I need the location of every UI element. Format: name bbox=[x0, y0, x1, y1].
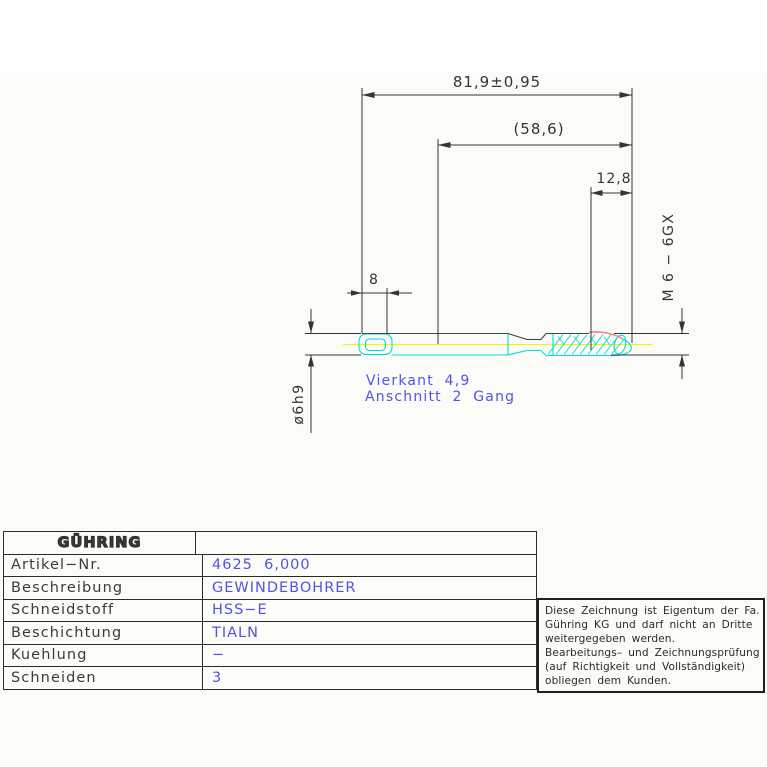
table-label-beschichtung: Beschichtung bbox=[4, 622, 203, 644]
table-row bbox=[4, 667, 536, 689]
note-lead: Anschnitt 2 Gang bbox=[365, 389, 516, 405]
dim-thread-spec-label: M 6 − 6GX bbox=[661, 212, 677, 302]
note-square: Vierkant 4,9 bbox=[366, 373, 471, 389]
table-row bbox=[4, 577, 536, 600]
table-value-beschichtung: TIALN bbox=[212, 624, 259, 641]
disclaimer-line: Diese Zeichnung ist Eigentum der Fa. bbox=[545, 605, 760, 617]
table-row-logo bbox=[4, 532, 536, 555]
table-value-schneiden: 3 bbox=[212, 669, 223, 686]
table-label-kuehlung: Kuehlung bbox=[4, 645, 203, 667]
disclaimer-line: (auf Richtigkeit und Vollständigkeit) bbox=[545, 660, 746, 673]
title-block-table bbox=[3, 531, 537, 690]
dim-ref-length-label: (58,6) bbox=[513, 120, 565, 138]
table-label-schneidstoff: Schneidstoff bbox=[4, 600, 203, 622]
disclaimer-line: obliegen dem Kunden. bbox=[545, 674, 672, 687]
table-label-schneiden: Schneiden bbox=[4, 667, 203, 689]
table-row bbox=[4, 600, 536, 623]
table-row bbox=[4, 555, 536, 578]
logo-row-empty-cell bbox=[196, 532, 536, 554]
table-value-artikel-nr: 4625 6,000 bbox=[212, 557, 311, 574]
table-label-artikel-nr: Artikel−Nr. bbox=[4, 555, 203, 577]
disclaimer-line: Gühring KG und darf nicht an Dritte bbox=[545, 618, 753, 631]
disclaimer-line: Bearbeitungs– und Zeichnungsprüfung bbox=[545, 646, 760, 659]
ownership-disclaimer-box bbox=[537, 598, 765, 693]
dimension-lines bbox=[305, 88, 689, 433]
dim-overall-length-label: 81,9±0,95 bbox=[452, 73, 542, 91]
dim-square-length-label: 8 bbox=[369, 272, 379, 288]
disclaimer-line: weitergegeben werden. bbox=[545, 632, 676, 645]
table-value-kuehlung: − bbox=[212, 647, 226, 664]
table-value-schneidstoff: HSS−E bbox=[212, 602, 268, 619]
dim-chamfer-length-label: 12,8 bbox=[596, 171, 632, 187]
table-row bbox=[4, 645, 536, 668]
guehring-logo: GÜHRING bbox=[4, 532, 196, 554]
table-value-beschreibung: GEWINDEBOHRER bbox=[212, 579, 357, 596]
table-row bbox=[4, 622, 536, 645]
dim-shank-diameter-label: ø6h9 bbox=[291, 383, 307, 425]
tool-outline-dark bbox=[362, 334, 589, 340]
table-label-beschreibung: Beschreibung bbox=[4, 577, 203, 599]
